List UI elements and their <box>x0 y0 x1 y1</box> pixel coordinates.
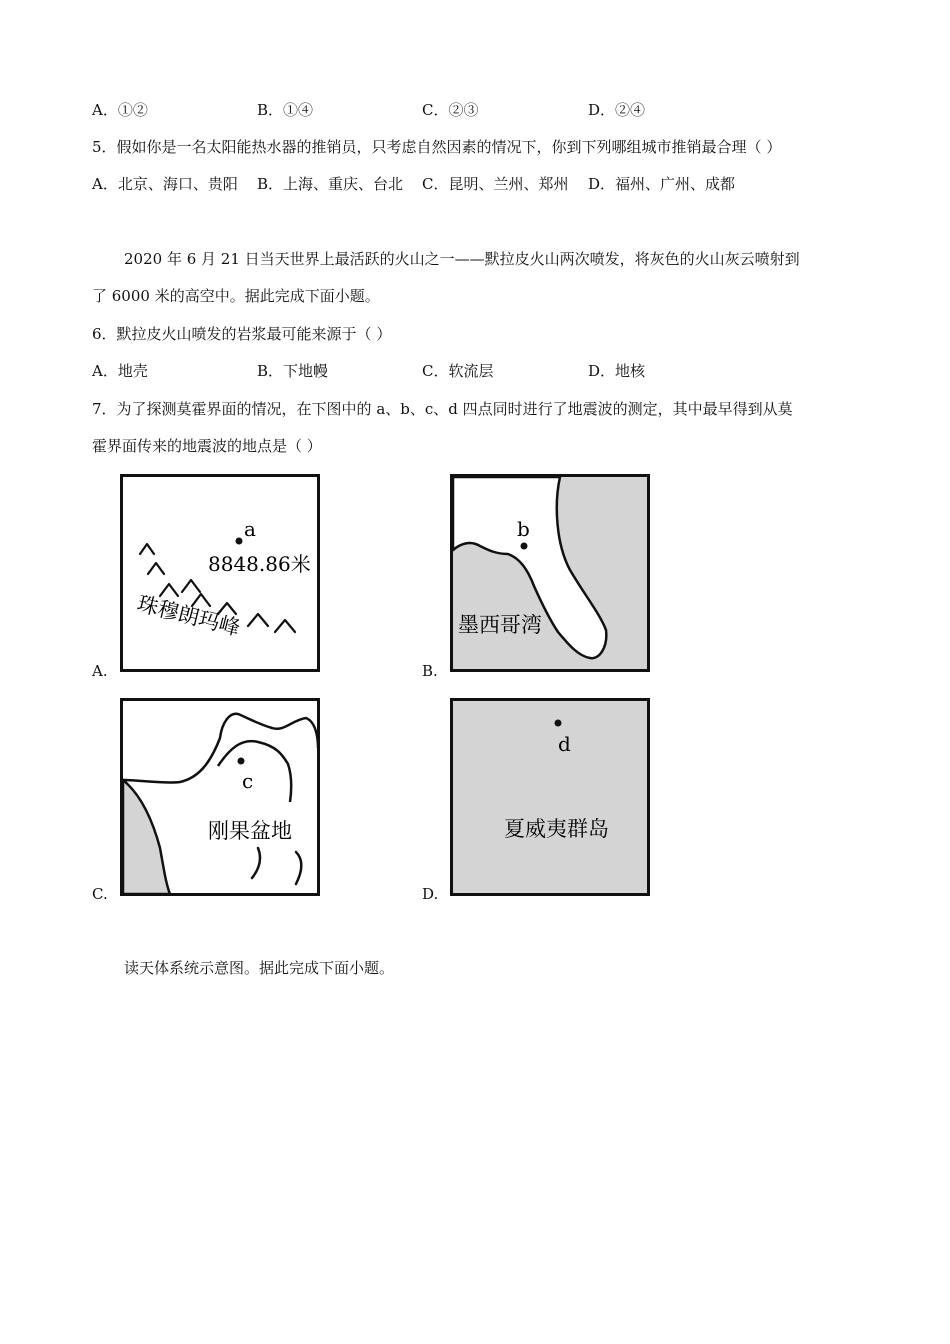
everest-label: 珠穆朗玛峰 <box>134 591 243 641</box>
point-b-marker <box>521 543 528 550</box>
point-d-marker <box>555 720 562 727</box>
panel-d-option-label: D. <box>422 885 439 903</box>
point-a-label: a <box>244 517 256 541</box>
q6-option-b: B．下地幔 <box>257 362 329 380</box>
passage1-line1: 2020 年 6 月 21 日当天世界上最活跃的火山之一——默拉皮火山两次喷发，将灰色的火山灰云喷射到 <box>124 250 800 268</box>
q6-option-d: D．地核 <box>588 362 646 380</box>
gulf-label: 墨西哥湾 <box>458 613 542 637</box>
q5-option-c: C．昆明、兰州、郑州 <box>422 175 569 193</box>
sea-area <box>452 700 649 895</box>
everest-elevation: 8848.86米 <box>208 552 311 576</box>
panel-b-map <box>450 474 650 672</box>
q4-option-c: C．②③ <box>422 101 479 119</box>
panel-c-map <box>120 698 320 896</box>
q6-stem: 6．默拉皮火山喷发的岩浆最可能来源于（ ） <box>92 325 392 343</box>
q6-option-c: C．软流层 <box>422 362 494 380</box>
panel-a-map <box>120 474 320 672</box>
passage2: 读天体系统示意图。据此完成下面小题。 <box>124 959 395 977</box>
hawaii-label: 夏威夷群岛 <box>504 817 609 841</box>
q6-option-a: A．地壳 <box>92 362 148 380</box>
point-b-label: b <box>517 517 530 541</box>
q4-option-a: A．①② <box>92 101 148 119</box>
q7-stem-line1: 7．为了探测莫霍界面的情况，在下图中的 a、b、c、d 四点同时进行了地震波的测定，其中最早得到从莫 <box>92 400 793 418</box>
q5-option-b: B．上海、重庆、台北 <box>257 175 404 193</box>
q7-stem-line2: 霍界面传来的地震波的地点是（ ） <box>92 437 322 455</box>
point-c-marker <box>238 758 245 765</box>
q4-option-b: B．①④ <box>257 101 314 119</box>
passage1-line2: 了 6000 米的高空中。据此完成下面小题。 <box>92 287 380 305</box>
q5-option-a: A．北京、海口、贵阳 <box>92 175 238 193</box>
panel-c-option-label: C. <box>92 885 108 903</box>
q4-option-d: D．②④ <box>588 101 646 119</box>
panel-d-map <box>450 698 650 896</box>
point-c-label: c <box>242 769 254 793</box>
congo-label: 刚果盆地 <box>208 819 292 843</box>
q5-option-d: D．福州、广州、成都 <box>588 175 736 193</box>
point-a-marker <box>236 538 243 545</box>
panel-a-option-label: A. <box>92 662 108 680</box>
q5-stem: 5．假如你是一名太阳能热水器的推销员，只考虑自然因素的情况下，你到下列哪组城市推销最合理（ ） <box>92 138 782 156</box>
point-d-label: d <box>558 732 571 756</box>
panel-b-option-label: B. <box>422 662 438 680</box>
